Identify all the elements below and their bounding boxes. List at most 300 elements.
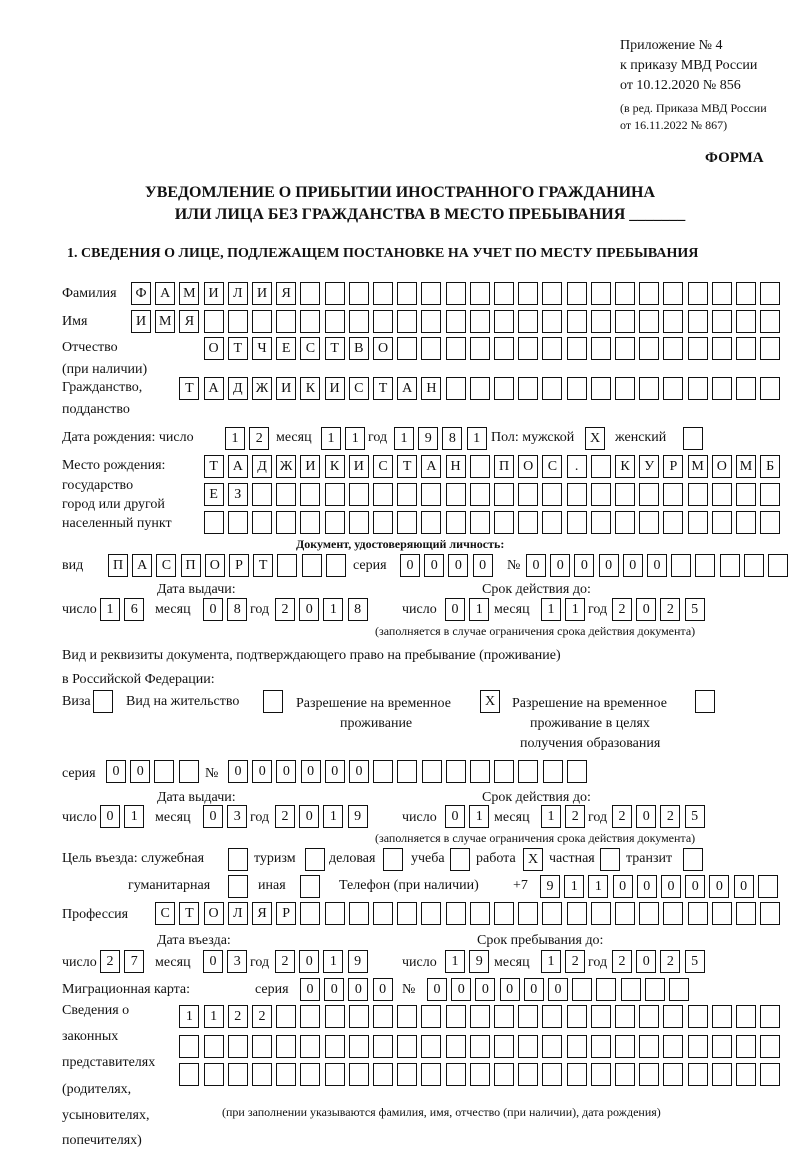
pob-1-cell[interactable]: Н [446,455,466,478]
pob-3-cell[interactable] [276,511,296,534]
pob-1-cell[interactable]: М [736,455,756,478]
pob-3-cell[interactable] [591,511,611,534]
patronymic-cell[interactable] [591,337,611,360]
patronymic-cell[interactable]: О [373,337,393,360]
patronymic-cell[interactable] [760,337,780,360]
pob-2-cell[interactable] [760,483,780,506]
doc-number-cell[interactable] [695,554,715,577]
doc-valid-day-cell[interactable]: 1 [469,598,489,621]
phone-cell[interactable]: 0 [709,875,729,898]
patronymic-cell[interactable] [736,337,756,360]
patronymic-cell[interactable] [663,337,683,360]
surname-cell[interactable] [325,282,345,305]
checkbox-p-work[interactable]: X [523,848,543,871]
citizenship-cell[interactable] [542,377,562,400]
entry-year-cell[interactable]: 9 [348,950,368,973]
rep-1-cell[interactable] [760,1005,780,1028]
checkbox-chk-residence[interactable] [263,690,283,713]
profession-cell[interactable] [760,902,780,925]
pob-2-cell[interactable] [470,483,490,506]
surname-cell[interactable] [639,282,659,305]
patronymic-cell[interactable] [542,337,562,360]
doc-issue-month-cell[interactable]: 0 [203,598,223,621]
doc-kind-cell[interactable]: П [181,554,201,577]
entry-day-cell[interactable]: 7 [124,950,144,973]
rep-1-cell[interactable] [615,1005,635,1028]
name-cell[interactable] [421,310,441,333]
profession-cell[interactable]: О [204,902,224,925]
mc-number-cell[interactable]: 0 [451,978,471,1001]
citizenship-cell[interactable]: К [300,377,320,400]
stay-issue-year-cell[interactable]: 9 [348,805,368,828]
stay-issue-month-cell[interactable]: 3 [227,805,247,828]
pob-1-cell[interactable]: Д [252,455,272,478]
patronymic-cell[interactable]: Ч [252,337,272,360]
phone-cell[interactable]: 0 [661,875,681,898]
citizenship-cell[interactable] [663,377,683,400]
stay-number-cell[interactable]: 0 [228,760,248,783]
profession-cell[interactable] [615,902,635,925]
pob-2-cell[interactable] [542,483,562,506]
until-year-cell[interactable]: 2 [612,950,632,973]
doc-issue-year-cell[interactable]: 2 [275,598,295,621]
doc-kind-cell[interactable]: С [156,554,176,577]
name-cell[interactable] [276,310,296,333]
doc-number-cell[interactable]: 0 [574,554,594,577]
surname-cell[interactable]: А [155,282,175,305]
doc-issue-year-cell[interactable]: 0 [299,598,319,621]
name-cell[interactable] [494,310,514,333]
stay-number-cell[interactable] [446,760,466,783]
stay-number-cell[interactable]: 0 [276,760,296,783]
stay-number-cell[interactable] [567,760,587,783]
stay-series-cell[interactable]: 0 [130,760,150,783]
pob-2-cell[interactable] [712,483,732,506]
rep-2-cell[interactable] [494,1035,514,1058]
stay-series-cell[interactable] [179,760,199,783]
surname-cell[interactable] [712,282,732,305]
name-cell[interactable] [446,310,466,333]
surname-cell[interactable] [446,282,466,305]
dob-year-cell[interactable]: 1 [467,427,487,450]
doc-number-cell[interactable] [744,554,764,577]
profession-cell[interactable] [325,902,345,925]
citizenship-cell[interactable]: Ж [252,377,272,400]
rep-1-cell[interactable] [470,1005,490,1028]
stay-valid-year-cell[interactable]: 0 [636,805,656,828]
rep-1-cell[interactable] [736,1005,756,1028]
pob-2-cell[interactable] [663,483,683,506]
profession-cell[interactable]: Л [228,902,248,925]
rep-3-cell[interactable] [663,1063,683,1086]
pob-2-cell[interactable] [373,483,393,506]
name-cell[interactable] [349,310,369,333]
name-cell[interactable] [252,310,272,333]
pob-2-cell[interactable] [615,483,635,506]
patronymic-cell[interactable] [446,337,466,360]
until-day-cell[interactable]: 9 [469,950,489,973]
rep-2-cell[interactable] [179,1035,199,1058]
rep-3-cell[interactable] [179,1063,199,1086]
mc-number-cell[interactable] [596,978,616,1001]
citizenship-cell[interactable]: Т [373,377,393,400]
pob-1-cell[interactable]: Т [397,455,417,478]
rep-3-cell[interactable] [712,1063,732,1086]
rep-3-cell[interactable] [615,1063,635,1086]
citizenship-cell[interactable]: Т [179,377,199,400]
stay-issue-day-cell[interactable]: 0 [100,805,120,828]
rep-1-cell[interactable] [542,1005,562,1028]
profession-cell[interactable] [494,902,514,925]
pob-3-cell[interactable] [688,511,708,534]
profession-cell[interactable] [349,902,369,925]
rep-3-cell[interactable] [204,1063,224,1086]
rep-2-cell[interactable] [542,1035,562,1058]
pob-3-cell[interactable] [325,511,345,534]
dob-day-cell[interactable]: 2 [249,427,269,450]
rep-3-cell[interactable] [736,1063,756,1086]
citizenship-cell[interactable]: А [397,377,417,400]
profession-cell[interactable] [518,902,538,925]
rep-1-cell[interactable] [325,1005,345,1028]
rep-1-cell[interactable] [663,1005,683,1028]
doc-kind-cell[interactable]: О [205,554,225,577]
profession-cell[interactable] [542,902,562,925]
profession-cell[interactable] [397,902,417,925]
rep-2-cell[interactable] [639,1035,659,1058]
phone-cell[interactable] [758,875,778,898]
surname-cell[interactable] [349,282,369,305]
rep-2-cell[interactable] [688,1035,708,1058]
citizenship-cell[interactable]: С [349,377,369,400]
mc-number-cell[interactable] [572,978,592,1001]
rep-3-cell[interactable] [325,1063,345,1086]
rep-2-cell[interactable] [325,1035,345,1058]
profession-cell[interactable]: С [155,902,175,925]
name-cell[interactable] [325,310,345,333]
rep-1-cell[interactable] [373,1005,393,1028]
pob-3-cell[interactable] [252,511,272,534]
patronymic-cell[interactable] [639,337,659,360]
dob-month-cell[interactable]: 1 [345,427,365,450]
patronymic-cell[interactable] [470,337,490,360]
profession-cell[interactable]: Р [276,902,296,925]
stay-valid-year-cell[interactable]: 2 [660,805,680,828]
pob-3-cell[interactable] [663,511,683,534]
surname-cell[interactable] [373,282,393,305]
pob-3-cell[interactable] [397,511,417,534]
stay-number-cell[interactable] [397,760,417,783]
checkbox-p-private[interactable] [600,848,620,871]
phone-cell[interactable]: 9 [540,875,560,898]
pob-1-cell[interactable]: Ж [276,455,296,478]
doc-number-cell[interactable]: 0 [623,554,643,577]
pob-2-cell[interactable] [421,483,441,506]
citizenship-cell[interactable]: Д [228,377,248,400]
doc-issue-year-cell[interactable]: 1 [323,598,343,621]
name-cell[interactable]: Я [179,310,199,333]
surname-cell[interactable] [760,282,780,305]
profession-cell[interactable] [446,902,466,925]
pob-1-cell[interactable]: А [421,455,441,478]
doc-series-cell[interactable]: 0 [448,554,468,577]
checkbox-chk-visa[interactable] [93,690,113,713]
rep-1-cell[interactable] [446,1005,466,1028]
surname-cell[interactable] [688,282,708,305]
rep-2-cell[interactable] [300,1035,320,1058]
pob-3-cell[interactable] [518,511,538,534]
until-day-cell[interactable]: 1 [445,950,465,973]
stay-issue-year-cell[interactable]: 0 [299,805,319,828]
pob-2-cell[interactable] [494,483,514,506]
stay-valid-day-cell[interactable]: 0 [445,805,465,828]
stay-valid-year-cell[interactable]: 5 [685,805,705,828]
phone-cell[interactable]: 0 [734,875,754,898]
doc-series-cell[interactable]: 0 [473,554,493,577]
doc-kind-cell[interactable]: А [132,554,152,577]
citizenship-cell[interactable]: И [325,377,345,400]
pob-3-cell[interactable] [421,511,441,534]
citizenship-cell[interactable] [567,377,587,400]
rep-3-cell[interactable] [639,1063,659,1086]
rep-1-cell[interactable] [300,1005,320,1028]
pob-2-cell[interactable] [252,483,272,506]
rep-3-cell[interactable] [567,1063,587,1086]
rep-3-cell[interactable] [446,1063,466,1086]
doc-valid-year-cell[interactable]: 5 [685,598,705,621]
pob-1-cell[interactable] [591,455,611,478]
rep-2-cell[interactable] [397,1035,417,1058]
citizenship-cell[interactable] [446,377,466,400]
pob-3-cell[interactable] [615,511,635,534]
pob-2-cell[interactable] [591,483,611,506]
surname-cell[interactable] [591,282,611,305]
rep-3-cell[interactable] [494,1063,514,1086]
name-cell[interactable] [228,310,248,333]
name-cell[interactable] [373,310,393,333]
rep-3-cell[interactable] [760,1063,780,1086]
pob-2-cell[interactable] [736,483,756,506]
rep-2-cell[interactable] [349,1035,369,1058]
name-cell[interactable] [518,310,538,333]
doc-issue-day-cell[interactable]: 1 [100,598,120,621]
doc-issue-day-cell[interactable]: 6 [124,598,144,621]
rep-2-cell[interactable] [204,1035,224,1058]
checkbox-p-official[interactable] [228,848,248,871]
patronymic-cell[interactable] [712,337,732,360]
profession-cell[interactable] [688,902,708,925]
mc-number-cell[interactable] [669,978,689,1001]
pob-1-cell[interactable]: И [300,455,320,478]
surname-cell[interactable] [397,282,417,305]
rep-2-cell[interactable] [373,1035,393,1058]
surname-cell[interactable] [663,282,683,305]
checkbox-p-business[interactable] [383,848,403,871]
rep-1-cell[interactable] [518,1005,538,1028]
patronymic-cell[interactable]: Т [228,337,248,360]
mc-series-cell[interactable]: 0 [324,978,344,1001]
profession-cell[interactable] [567,902,587,925]
doc-number-cell[interactable]: 0 [647,554,667,577]
stay-issue-month-cell[interactable]: 0 [203,805,223,828]
dob-year-cell[interactable]: 9 [418,427,438,450]
stay-number-cell[interactable] [518,760,538,783]
surname-cell[interactable]: Я [276,282,296,305]
checkbox-p-study[interactable] [450,848,470,871]
pob-3-cell[interactable] [494,511,514,534]
pob-2-cell[interactable]: З [228,483,248,506]
rep-1-cell[interactable] [567,1005,587,1028]
pob-3-cell[interactable] [349,511,369,534]
patronymic-cell[interactable] [518,337,538,360]
patronymic-cell[interactable]: В [349,337,369,360]
checkbox-chk-trp[interactable]: X [480,690,500,713]
checkbox-chk-trpe[interactable] [695,690,715,713]
stay-issue-day-cell[interactable]: 1 [124,805,144,828]
rep-2-cell[interactable] [421,1035,441,1058]
rep-1-cell[interactable]: 1 [204,1005,224,1028]
rep-3-cell[interactable] [373,1063,393,1086]
surname-cell[interactable] [518,282,538,305]
patronymic-cell[interactable]: С [300,337,320,360]
pob-3-cell[interactable] [736,511,756,534]
dob-day-cell[interactable]: 1 [225,427,245,450]
stay-series-cell[interactable] [154,760,174,783]
name-cell[interactable] [663,310,683,333]
pob-1-cell[interactable]: О [712,455,732,478]
patronymic-cell[interactable] [615,337,635,360]
stay-number-cell[interactable] [470,760,490,783]
profession-cell[interactable] [736,902,756,925]
surname-cell[interactable] [494,282,514,305]
name-cell[interactable] [760,310,780,333]
surname-cell[interactable] [470,282,490,305]
name-cell[interactable] [204,310,224,333]
rep-2-cell[interactable] [567,1035,587,1058]
pob-2-cell[interactable] [276,483,296,506]
pob-3-cell[interactable] [373,511,393,534]
name-cell[interactable] [639,310,659,333]
citizenship-cell[interactable] [736,377,756,400]
until-year-cell[interactable]: 2 [660,950,680,973]
entry-month-cell[interactable]: 3 [227,950,247,973]
rep-2-cell[interactable] [470,1035,490,1058]
rep-3-cell[interactable] [688,1063,708,1086]
citizenship-cell[interactable] [518,377,538,400]
patronymic-cell[interactable] [688,337,708,360]
patronymic-cell[interactable] [494,337,514,360]
citizenship-cell[interactable] [688,377,708,400]
name-cell[interactable] [615,310,635,333]
entry-year-cell[interactable]: 1 [323,950,343,973]
rep-1-cell[interactable]: 1 [179,1005,199,1028]
doc-valid-month-cell[interactable]: 1 [541,598,561,621]
doc-number-cell[interactable]: 0 [550,554,570,577]
rep-1-cell[interactable] [639,1005,659,1028]
doc-kind-cell[interactable]: Р [229,554,249,577]
doc-series-cell[interactable]: 0 [424,554,444,577]
name-cell[interactable]: И [131,310,151,333]
surname-cell[interactable]: Ф [131,282,151,305]
rep-1-cell[interactable] [421,1005,441,1028]
name-cell[interactable]: М [155,310,175,333]
checkbox-p-tourism[interactable] [305,848,325,871]
pob-3-cell[interactable] [228,511,248,534]
doc-number-cell[interactable]: 0 [526,554,546,577]
stay-number-cell[interactable]: 0 [252,760,272,783]
rep-2-cell[interactable] [736,1035,756,1058]
mc-number-cell[interactable]: 0 [500,978,520,1001]
rep-2-cell[interactable] [518,1035,538,1058]
patronymic-cell[interactable]: Е [276,337,296,360]
entry-year-cell[interactable]: 0 [299,950,319,973]
pob-3-cell[interactable] [760,511,780,534]
doc-valid-day-cell[interactable]: 0 [445,598,465,621]
doc-number-cell[interactable]: 0 [599,554,619,577]
entry-year-cell[interactable]: 2 [275,950,295,973]
pob-1-cell[interactable]: П [494,455,514,478]
phone-cell[interactable]: 1 [588,875,608,898]
mc-number-cell[interactable] [621,978,641,1001]
entry-day-cell[interactable]: 2 [100,950,120,973]
name-cell[interactable] [397,310,417,333]
pob-3-cell[interactable] [300,511,320,534]
rep-1-cell[interactable]: 2 [228,1005,248,1028]
name-cell[interactable] [712,310,732,333]
pob-3-cell[interactable] [542,511,562,534]
rep-1-cell[interactable] [397,1005,417,1028]
profession-cell[interactable] [373,902,393,925]
pob-1-cell[interactable]: И [349,455,369,478]
rep-1-cell[interactable] [494,1005,514,1028]
rep-3-cell[interactable] [349,1063,369,1086]
pob-2-cell[interactable] [639,483,659,506]
doc-issue-month-cell[interactable]: 8 [227,598,247,621]
stay-series-cell[interactable]: 0 [106,760,126,783]
rep-2-cell[interactable] [252,1035,272,1058]
pob-1-cell[interactable]: К [325,455,345,478]
rep-1-cell[interactable] [712,1005,732,1028]
citizenship-cell[interactable] [639,377,659,400]
patronymic-cell[interactable] [567,337,587,360]
mc-number-cell[interactable]: 0 [548,978,568,1001]
pob-2-cell[interactable] [446,483,466,506]
rep-1-cell[interactable] [349,1005,369,1028]
citizenship-cell[interactable]: И [276,377,296,400]
doc-kind-cell[interactable]: П [108,554,128,577]
rep-1-cell[interactable] [591,1005,611,1028]
until-month-cell[interactable]: 2 [565,950,585,973]
patronymic-cell[interactable]: Т [325,337,345,360]
name-cell[interactable] [300,310,320,333]
pob-3-cell[interactable] [204,511,224,534]
name-cell[interactable] [591,310,611,333]
name-cell[interactable] [688,310,708,333]
doc-kind-cell[interactable] [326,554,346,577]
mc-series-cell[interactable]: 0 [373,978,393,1001]
pob-1-cell[interactable]: У [639,455,659,478]
phone-cell[interactable]: 0 [613,875,633,898]
rep-3-cell[interactable] [421,1063,441,1086]
rep-3-cell[interactable] [470,1063,490,1086]
pob-2-cell[interactable]: Е [204,483,224,506]
rep-2-cell[interactable] [760,1035,780,1058]
rep-3-cell[interactable] [542,1063,562,1086]
surname-cell[interactable]: М [179,282,199,305]
pob-1-cell[interactable]: С [542,455,562,478]
stay-number-cell[interactable] [422,760,442,783]
surname-cell[interactable] [421,282,441,305]
